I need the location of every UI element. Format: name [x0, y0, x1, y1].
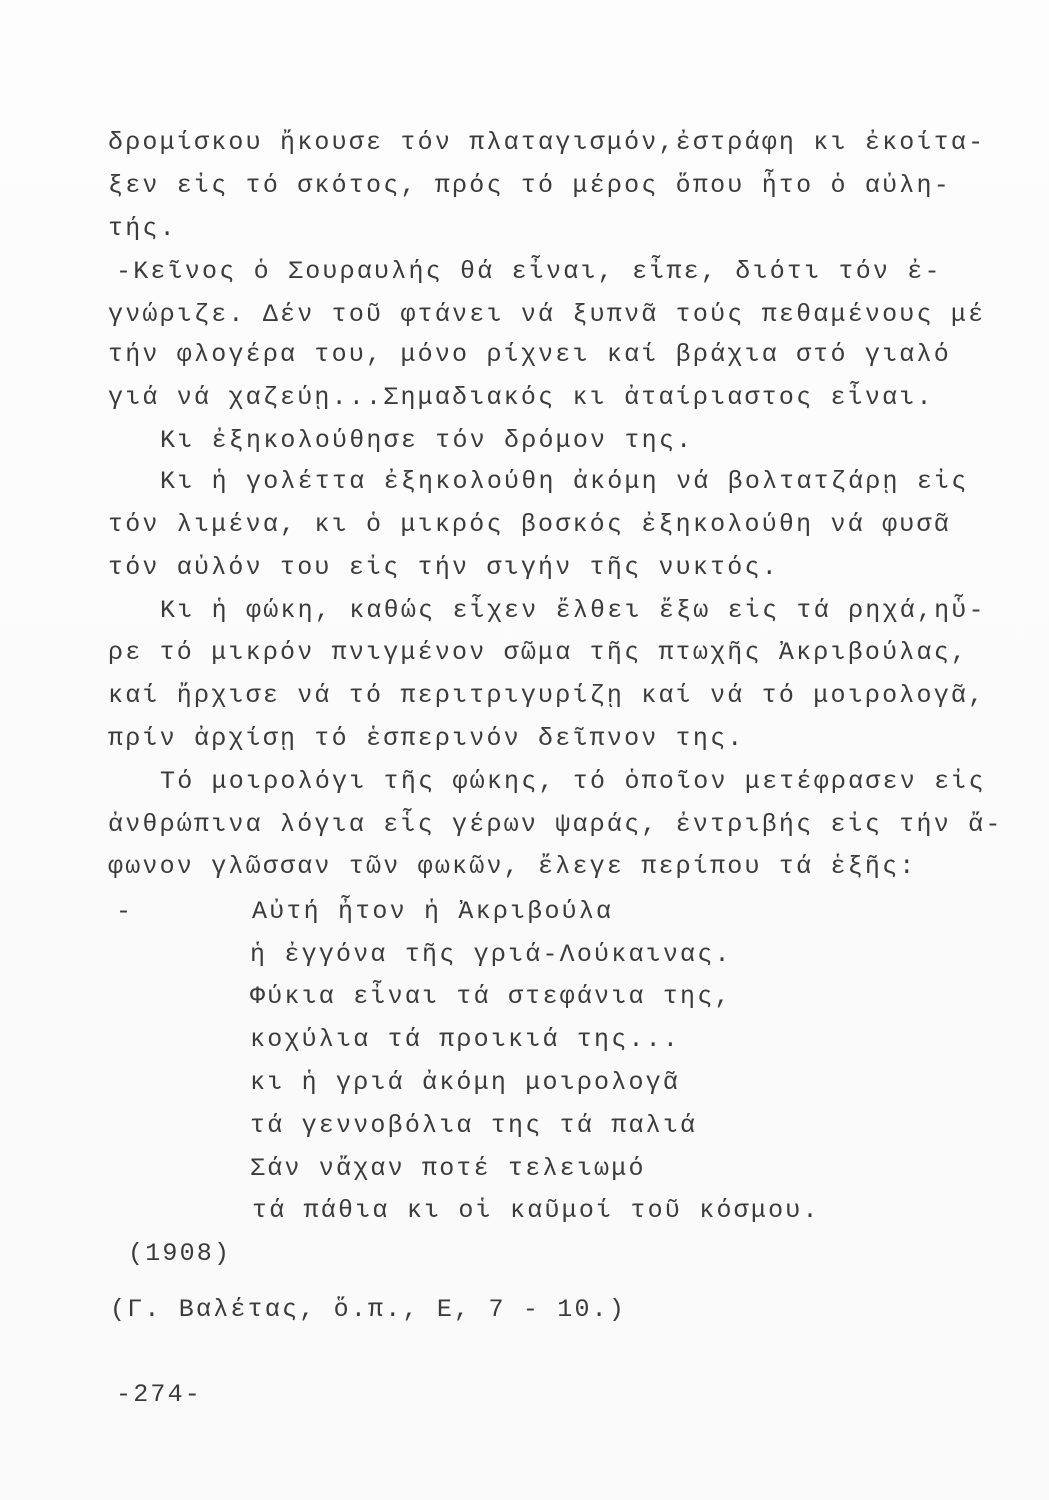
text-line-7: γιά νά χαζεύῃ...Σημαδιακός κι ἀταίριαστος εἶναι. [108, 383, 934, 412]
text-line-18: φωνον γλῶσσαν τῶν φωκῶν, ἔλεγε περίπου τά ἑξῆς: [108, 852, 917, 881]
text-line-17: ἀνθρώπινα λόγια εἷς γέρων ψαράς, ἐντριβής εἰς τήν ἄ- [108, 810, 1003, 839]
text-line-16: Τό μοιρολόγι τῆς φώκης, τό ὁποῖον μετέφρασεν εἰς [160, 767, 986, 796]
poem-line-4: κοχύλια τά προικιά της... [250, 1025, 681, 1054]
poem-line-3: Φύκια εἶναι τά στεφάνια της, [250, 982, 732, 1011]
poem-dash: - [116, 897, 134, 926]
text-line-13: ρε τό μικρόν πνιγμένον σῶμα τῆς πτωχῆς Ἀκριβούλας, [108, 638, 969, 667]
text-line-11: τόν αὐλόν του εἰς τήν σιγήν τῆς νυκτός. [108, 553, 779, 582]
poem-line-1: Αὐτή ἦτον ἡ Ἀκριβούλα [252, 897, 614, 926]
poem-line-2: ἡ ἐγγόνα τῆς γριά-Λούκαινας. [250, 940, 732, 969]
poem-line-5: κι ἡ γριά ἀκόμη μοιρολογᾶ [250, 1068, 681, 1097]
source-citation: (Γ. Βαλέτας, ὅ.π., Ε, 7 - 10.) [110, 1295, 627, 1324]
poem-line-7: Σάν νἄχαν ποτέ τελειωμό [250, 1154, 646, 1183]
text-line-1: δρομίσκου ἤκουσε τόν πλαταγισμόν,ἐστράφη κι ἐκοίτα- [108, 128, 986, 157]
text-line-14: καί ἤρχισε νά τό περιτριγυρίζῃ καί νά τό μοιρολογᾶ, [108, 681, 986, 710]
poem-line-8: τά πάθια κι οἱ καῦμοί τοῦ κόσμου. [252, 1196, 820, 1225]
text-line-8: Κι ἐξηκολούθησε τόν δρόμον της. [160, 426, 694, 455]
text-line-10: τόν λιμένα, κι ὁ μικρός βοσκός ἐξηκολούθη νά φυσᾶ [108, 510, 951, 539]
text-line-12: Κι ἡ φώκη, καθώς εἶχεν ἔλθει ἔξω εἰς τά ρηχά,ηὗ- [160, 596, 986, 625]
text-line-15: πρίν ἀρχίσῃ τό ἑσπερινόν δεῖπνον της. [108, 724, 745, 753]
text-line-9: Κι ἡ γολέττα ἐξηκολούθη ἀκόμη νά βολτατζάρῃ εἰς [160, 467, 969, 496]
text-line-4: -Κεῖνος ὁ Σουραυλής θά εἶναι, εἶπε, διότι τόν ἐ- [116, 257, 942, 286]
text-line-3: τής. [108, 214, 177, 243]
text-line-6: τήν φλογέρα του, μόνο ρίχνει καί βράχια στό γιαλό [108, 340, 951, 369]
poem-line-6: τά γεννοβόλια της τά παλιά [250, 1111, 698, 1140]
year-note: (1908) [128, 1239, 232, 1268]
text-line-2: ξεν εἰς τό σκότος, πρός τό μέρος ὅπου ἦτο ὁ αὐλη- [108, 171, 951, 200]
page-number: -274- [116, 1380, 203, 1409]
text-line-5: γνώριζε. Δέν τοῦ φτάνει νά ξυπνᾶ τούς πεθαμένους μέ [108, 300, 986, 329]
